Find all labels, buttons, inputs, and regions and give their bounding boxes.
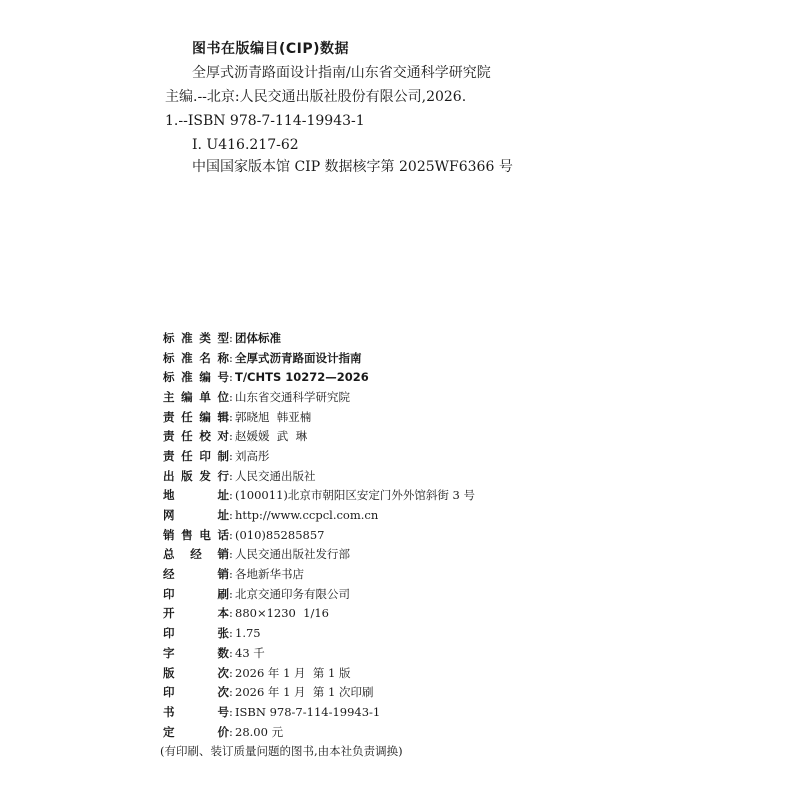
spec-label-char: 址 — [217, 508, 229, 523]
spec-label — [163, 389, 229, 405]
spec-label-char: 网 — [163, 508, 175, 523]
spec-label — [163, 409, 229, 425]
spec-value: (100011)北京市朝阳区安定门外外馆斜街 3 号 — [235, 488, 475, 503]
spec-label — [163, 527, 229, 543]
spec-label-char: 号 — [217, 370, 229, 385]
spec-value: 北京交通印务有限公司 — [235, 586, 350, 601]
spec-label-char: 经 — [190, 547, 202, 562]
spec-value: 43 千 — [235, 645, 265, 660]
spec-row-website: 网 址 : http://www.ccpcl.com.cn — [163, 508, 379, 523]
spec-value: 赵媛媛 武 琳 — [235, 429, 308, 444]
spec-label-char: 印 — [163, 685, 175, 700]
spec-label-char: 辑 — [217, 409, 229, 424]
spec-value: 2026 年 1 月 第 1 版 — [235, 665, 351, 680]
spec-label-char: 数 — [217, 645, 229, 660]
spec-label-char: 总 — [163, 547, 175, 562]
spec-label-char: 编 — [199, 409, 211, 424]
spec-label-char: 准 — [181, 330, 193, 345]
spec-label-char: 主 — [163, 389, 175, 404]
spec-label-char: 发 — [199, 468, 211, 483]
spec-label-char: 销 — [217, 567, 229, 582]
spec-label-char: 售 — [181, 527, 193, 542]
spec-label-char: 字 — [163, 645, 175, 660]
spec-row-edition: 版 次 : 2026 年 1 月 第 1 版 — [163, 665, 351, 680]
spec-label — [163, 645, 229, 661]
spec-label-char: 出 — [163, 468, 175, 483]
spec-label-char: 类 — [199, 330, 211, 345]
spec-label-char: 价 — [217, 724, 229, 739]
spec-row-chief-editor-unit: 主 编 单 位 : 山东省交通科学研究院 — [163, 389, 350, 404]
quality-note: (有印刷、装订质量问题的图书,由本社负责调换) — [160, 744, 403, 759]
spec-label-char: 经 — [163, 567, 175, 582]
spec-label — [163, 507, 229, 523]
spec-label-char: 责 — [163, 429, 175, 444]
spec-label-char: 校 — [199, 429, 211, 444]
spec-label — [163, 546, 229, 562]
spec-row-price: 定 价 : 28.00 元 — [163, 724, 284, 739]
spec-value: 28.00 元 — [235, 724, 284, 739]
spec-value: ISBN 978-7-114-19943-1 — [235, 704, 381, 719]
spec-label-char: 销 — [163, 527, 175, 542]
spec-value: T/CHTS 10272—2026 — [235, 370, 369, 385]
spec-label — [163, 350, 229, 366]
spec-row-general-distributor: 总 经 销 : 人民交通出版社发行部 — [163, 547, 350, 562]
spec-value: 1.75 — [235, 626, 261, 641]
spec-label-char: 单 — [199, 389, 211, 404]
spec-row-standard-type: 标 准 类 型 : 团体标准 — [163, 330, 281, 345]
spec-label-char: 号 — [217, 704, 229, 719]
spec-value: 刘高彤 — [235, 448, 270, 463]
spec-label-char: 开 — [163, 606, 175, 621]
spec-value: (010)85285857 — [235, 527, 325, 542]
spec-row-proofreader: 责 任 校 对 : 赵媛媛 武 琳 — [163, 429, 308, 444]
cip-line-isbn: 1.--ISBN 978-7-114-19943-1 — [165, 113, 365, 129]
spec-label — [163, 605, 229, 621]
spec-value: 2026 年 1 月 第 1 次印刷 — [235, 685, 374, 700]
cip-line-record-number: 中国国家版本馆 CIP 数据核字第 2025WF6366 号 — [192, 159, 513, 175]
spec-label — [163, 428, 229, 444]
spec-label-char: 对 — [217, 429, 229, 444]
spec-row-printer: 印 刷 : 北京交通印务有限公司 — [163, 586, 350, 601]
cip-title: 图书在版编目(CIP)数据 — [192, 41, 350, 57]
spec-row-standard-number: 标 准 编 号 : T/CHTS 10272—2026 — [163, 370, 369, 385]
spec-row-editor: 责 任 编 辑 : 郭晓旭 韩亚楠 — [163, 409, 312, 424]
spec-value: 郭晓旭 韩亚楠 — [235, 409, 312, 424]
spec-label-char: 电 — [199, 527, 211, 542]
spec-row-format: 开 本 : 880×1230 1/16 — [163, 606, 329, 621]
spec-label — [163, 625, 229, 641]
spec-row-sheets: 印 张 : 1.75 — [163, 626, 261, 641]
cip-line-classification: Ⅰ. U416.217-62 — [192, 137, 299, 153]
spec-label-char: 印 — [163, 586, 175, 601]
spec-label-char: 责 — [163, 409, 175, 424]
spec-row-word-count: 字 数 : 43 千 — [163, 645, 265, 660]
spec-value: 团体标准 — [235, 330, 281, 345]
spec-label-char: 印 — [163, 626, 175, 641]
spec-label-char: 位 — [217, 389, 229, 404]
spec-label — [163, 724, 229, 740]
cip-line-title-author: 全厚式沥青路面设计指南/山东省交通科学研究院 — [192, 65, 491, 81]
spec-label — [163, 704, 229, 720]
spec-label-char: 话 — [217, 527, 229, 542]
spec-value: 全厚式沥青路面设计指南 — [235, 350, 362, 365]
spec-label-char: 准 — [181, 370, 193, 385]
spec-value: 人民交通出版社发行部 — [235, 547, 350, 562]
spec-value: 山东省交通科学研究院 — [235, 389, 350, 404]
spec-row-distributor: 经 销 : 各地新华书店 — [163, 567, 304, 582]
spec-row-book-number: 书 号 : ISBN 978-7-114-19943-1 — [163, 704, 381, 719]
spec-row-sales-phone: 销 售 电 话 : (010)85285857 — [163, 527, 325, 542]
spec-label-char: 地 — [163, 488, 175, 503]
spec-label-char: 版 — [181, 468, 193, 483]
spec-label-char: 址 — [217, 488, 229, 503]
spec-label-char: 准 — [181, 350, 193, 365]
spec-row-publisher: 出 版 发 行 : 人民交通出版社 — [163, 468, 316, 483]
spec-label — [163, 468, 229, 484]
spec-row-standard-name: 标 准 名 称 : 全厚式沥青路面设计指南 — [163, 350, 362, 365]
spec-label-char: 销 — [217, 547, 229, 562]
spec-row-printing: 印 次 : 2026 年 1 月 第 1 次印刷 — [163, 685, 374, 700]
spec-label-char: 型 — [217, 330, 229, 345]
spec-label-char: 标 — [163, 350, 175, 365]
spec-label-char: 张 — [217, 626, 229, 641]
spec-label-char: 行 — [217, 468, 229, 483]
spec-label-char: 书 — [163, 704, 175, 719]
spec-label-char: 本 — [217, 606, 229, 621]
spec-label-char: 印 — [199, 448, 211, 463]
spec-value: http://www.ccpcl.com.cn — [235, 508, 379, 523]
spec-label-char: 称 — [217, 350, 229, 365]
spec-label-char: 刷 — [217, 586, 229, 601]
spec-label — [163, 369, 229, 385]
spec-label-char: 标 — [163, 330, 175, 345]
spec-label-char: 次 — [217, 665, 229, 680]
spec-label — [163, 487, 229, 503]
spec-value: 人民交通出版社 — [235, 468, 316, 483]
spec-label-char: 编 — [199, 370, 211, 385]
spec-label-char: 任 — [181, 429, 193, 444]
spec-label — [163, 586, 229, 602]
spec-label-char: 任 — [181, 409, 193, 424]
spec-row-address: 地 址 : (100011)北京市朝阳区安定门外外馆斜街 3 号 — [163, 488, 475, 503]
spec-label-char: 编 — [181, 389, 193, 404]
spec-label — [163, 665, 229, 681]
spec-label-char: 制 — [217, 448, 229, 463]
spec-label — [163, 330, 229, 346]
spec-label — [163, 684, 229, 700]
spec-label-char: 名 — [199, 350, 211, 365]
spec-label-char: 定 — [163, 724, 175, 739]
spec-value: 880×1230 1/16 — [235, 606, 329, 621]
spec-label — [163, 448, 229, 464]
spec-label — [163, 566, 229, 582]
spec-row-print-supervisor: 责 任 印 制 : 刘高彤 — [163, 448, 270, 463]
cip-line-publisher: 主编.--北京:人民交通出版社股份有限公司,2026. — [165, 89, 467, 105]
spec-label-char: 版 — [163, 665, 175, 680]
spec-label-char: 任 — [181, 448, 193, 463]
spec-list — [160, 328, 663, 761]
spec-label-char: 标 — [163, 370, 175, 385]
spec-label-char: 责 — [163, 448, 175, 463]
spec-value: 各地新华书店 — [235, 567, 304, 582]
spec-label-char: 次 — [217, 685, 229, 700]
